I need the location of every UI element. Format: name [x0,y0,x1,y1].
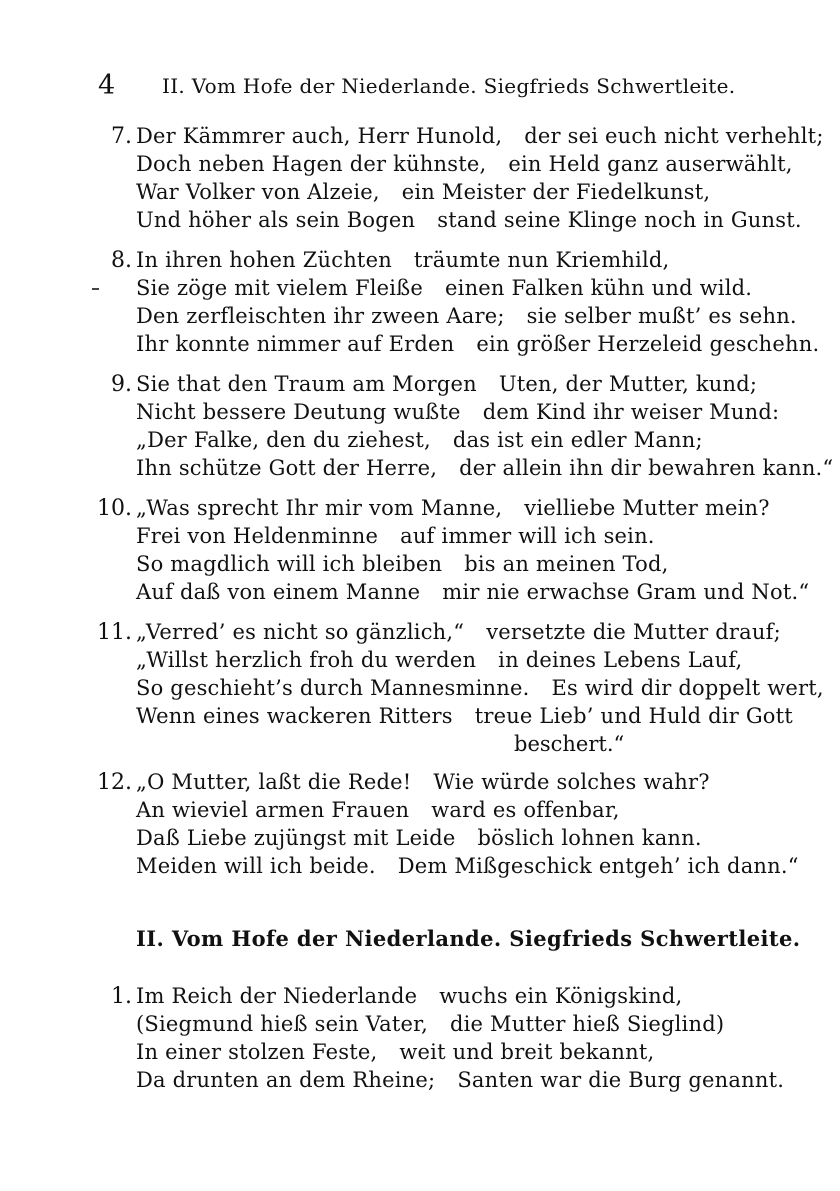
verse-line [136,152,793,178]
verse-half: Den zerfleischten ihr zween Aare; [136,304,505,328]
stanza-number: 9. [111,372,132,397]
verse-half: An wieviel armen Frauen [136,798,410,822]
verse-half: der sei euch nicht verhehlt; [524,124,824,148]
verse-line [136,332,819,358]
verse-half: Santen war die Burg genannt. [457,1068,785,1092]
verse-half: Uten, der Mutter, kund; [498,372,758,396]
verse-half: ward es offenbar, [431,798,620,822]
stanza-number: 7. [111,124,132,149]
verse-half: dem Kind ihr weiser Mund: [482,400,780,424]
margin-mark [92,288,99,290]
verse-half: „O Mutter, laßt die Rede! [136,770,412,794]
verse-half: Meiden will ich beide. [136,854,376,878]
verse-half: In ihren hohen Züchten [136,248,392,272]
verse-line [136,248,669,274]
verse-half: weit und breit bekannt, [399,1040,655,1064]
verse-half: wuchs ein Königskind, [439,984,683,1008]
verse-half: treue Lieb’ und Huld dir Gott [474,704,793,728]
verse-half: bis an meinen Tod, [464,552,669,576]
stanza-number: 1. [111,984,132,1009]
verse-line [136,854,799,880]
verse-half: Sie that den Traum am Morgen [136,372,477,396]
verse-line [136,580,809,606]
verse-half: „Was sprecht Ihr mir vom Manne, [136,496,503,520]
verse-half: ein Meister der Fiedelkunst, [401,180,711,204]
verse-line [136,124,824,150]
verse-line [136,400,779,426]
verse-line [136,1012,724,1038]
verse-half: „Willst herzlich froh du werden [136,648,477,672]
verse-half: sie selber mußt’ es sehn. [526,304,797,328]
verse-line [136,984,682,1010]
verse-line [136,208,802,234]
verse-half: „Verred’ es nicht so gänzlich,“ [136,620,465,644]
stanza-number: 10. [97,496,132,521]
verse-line [136,304,797,330]
verse-half: Wenn eines wackeren Ritters [136,704,453,728]
verse-half: die Mutter hieß Sieglind) [449,1012,725,1036]
verse-half: So geschieht’s durch Mannesminne. [136,676,530,700]
stanza-number: 12. [97,770,132,795]
verse-half: Sie zöge mit vielem Fleiße [136,276,424,300]
verse-line [136,456,833,482]
verse-half: Ihn schütze Gott der Herre, [136,456,438,480]
stanza-number: 11. [97,620,132,645]
verse-half: Da drunten an dem Rheine; [136,1068,436,1092]
verse-half: Dem Mißgeschick entgeh’ ich dann.“ [397,854,799,878]
verse-line [136,648,742,674]
verse-half: böslich lohnen kann. [477,826,702,850]
verse-line [136,798,620,824]
verse-line [136,770,710,796]
verse-line [136,676,824,702]
verse-line [136,496,770,522]
verse-line [136,1068,784,1094]
verse-line [136,276,752,302]
verse-half: Wie würde solches wahr? [433,770,710,794]
verse-line [136,524,655,550]
verse-half: auf immer will ich sein. [400,524,655,548]
verse-half: Der Kämmrer auch, Herr Hunold, [136,124,503,148]
stanza-number: 8. [111,248,132,273]
verse-half: In einer stolzen Feste, [136,1040,378,1064]
verse-line [136,826,702,852]
verse-half: in deines Lebens Lauf, [498,648,743,672]
verse-half: Frei von Heldenminne [136,524,379,548]
verse-half: ein Held ganz auserwählt, [508,152,793,176]
verse-half: mir nie erwachse Gram und Not.“ [442,580,810,604]
verse-half: Es wird dir doppelt wert, [551,676,824,700]
page-number: 4 [98,70,116,101]
verse-continuation: beschert.“ [514,732,625,756]
verse-half: stand seine Klinge noch in Gunst. [437,208,802,232]
verse-half: träumte nun Kriemhild, [413,248,670,272]
running-head [98,70,748,102]
verse-line [136,552,668,578]
verse-half: einen Falken kühn und wild. [445,276,753,300]
verse-line [136,620,781,646]
verse-half: ein größer Herzeleid geschehn. [476,332,820,356]
verse-line [136,428,703,454]
verse-half: Ihr konnte nimmer auf Erden [136,332,455,356]
section-heading: II. Vom Hofe der Niederlande. Siegfrieds Schwertleite. [136,926,801,951]
verse-half: Nicht bessere Deutung wußte [136,400,461,424]
verse-half: „Der Falke, den du ziehest, [136,428,431,452]
verse-half: War Volker von Alzeie, [136,180,380,204]
verse-line [136,1040,654,1066]
verse-half: Auf daß von einem Manne [136,580,421,604]
verse-half: der allein ihn dir bewahren kann.“ [459,456,834,480]
verse-half: vielliebe Mutter mein? [524,496,770,520]
verse-half: Und höher als sein Bogen [136,208,416,232]
verse-half: Im Reich der Niederlande [136,984,418,1008]
verse-line [136,372,757,398]
running-title: II. Vom Hofe der Niederlande. Siegfrieds Schwertleite. [162,74,736,98]
verse-half: So magdlich will ich bleiben [136,552,443,576]
verse-line [136,180,710,206]
verse-half: Daß Liebe zujüngst mit Leide [136,826,456,850]
verse-line [136,704,793,730]
verse-half: versetzte die Mutter drauf; [486,620,781,644]
verse-half: Doch neben Hagen der kühnste, [136,152,487,176]
verse-half: (Siegmund hieß sein Vater, [136,1012,428,1036]
verse-half: das ist ein edler Mann; [452,428,703,452]
